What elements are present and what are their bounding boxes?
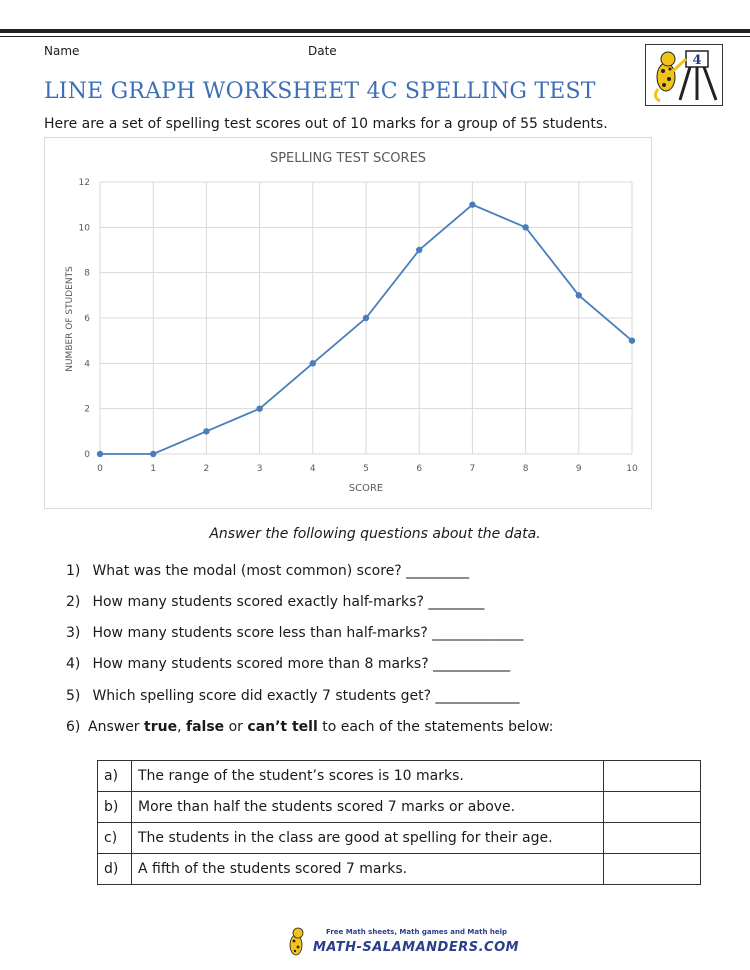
question-3 xyxy=(66,625,523,641)
question-1 xyxy=(66,563,469,579)
y-tick-label: 10 xyxy=(78,223,90,234)
salamander-logo xyxy=(645,44,723,106)
question-text: What was the modal (most common) score? _________ xyxy=(92,563,470,579)
table-row xyxy=(98,823,701,854)
table-row xyxy=(98,792,701,823)
y-tick-label: 6 xyxy=(84,314,90,324)
statement-text: A fifth of the students scored 7 marks. xyxy=(132,854,604,885)
question-number: 1) xyxy=(66,563,81,579)
worksheet-title: LINE GRAPH WORKSHEET 4C SPELLING TEST xyxy=(44,79,596,104)
question-6 xyxy=(66,719,554,735)
question-number: 5) xyxy=(66,688,81,704)
data-point xyxy=(256,405,262,411)
x-tick-label: 8 xyxy=(522,464,529,474)
y-tick-label: 2 xyxy=(84,404,90,415)
statement-text: More than half the students scored 7 marks or above. xyxy=(132,792,604,823)
data-point xyxy=(522,224,528,230)
line-chart xyxy=(44,137,652,509)
question-text-pre: Answer xyxy=(88,719,145,735)
question-number: 6) xyxy=(66,719,81,735)
footer-site-link[interactable]: MATH-SALAMANDERS.COM xyxy=(313,940,520,955)
data-point xyxy=(469,201,475,207)
statement-letter: d) xyxy=(98,854,132,885)
question-2 xyxy=(66,594,484,610)
question-text: How many students scored more than 8 marks? ___________ xyxy=(92,656,511,672)
data-point xyxy=(310,360,316,366)
name-label: Name xyxy=(44,44,80,58)
y-tick-label: 0 xyxy=(84,450,90,460)
question-text: Which spelling score did exactly 7 students get? ____________ xyxy=(92,688,520,704)
answer-cell[interactable] xyxy=(604,854,701,885)
question-4 xyxy=(66,656,510,672)
cant-tell-word: can’t tell xyxy=(247,719,318,735)
questions-intro: Answer the following questions about the data. xyxy=(209,526,541,542)
header-rule xyxy=(0,29,750,33)
statement-text: The students in the class are good at spelling for their age. xyxy=(132,823,604,854)
footer-tagline: Free Math sheets, Math games and Math help xyxy=(326,928,508,936)
data-point xyxy=(203,428,209,434)
data-point xyxy=(150,451,156,457)
statement-letter: c) xyxy=(98,823,132,854)
x-axis-label: SCORE xyxy=(348,483,384,494)
question-5 xyxy=(66,688,519,704)
x-tick-label: 6 xyxy=(416,464,423,474)
question-text-post: to each of the statements below: xyxy=(317,719,554,735)
data-point xyxy=(629,337,635,343)
answer-cell[interactable] xyxy=(604,823,701,854)
separator: , xyxy=(177,719,186,735)
footer-salamander-icon xyxy=(286,927,310,957)
y-tick-label: 8 xyxy=(84,268,90,279)
chart-title: SPELLING TEST SCORES xyxy=(269,151,427,166)
x-tick-label: 3 xyxy=(256,464,263,474)
question-number: 4) xyxy=(66,656,81,672)
answer-cell[interactable] xyxy=(604,792,701,823)
header-rule-thin xyxy=(0,36,750,37)
statement-text: The range of the student’s scores is 10 marks. xyxy=(132,761,604,792)
table-row xyxy=(98,761,701,792)
data-point xyxy=(363,315,369,321)
x-tick-label: 10 xyxy=(626,464,638,474)
question-text: How many students scored exactly half-marks? ________ xyxy=(92,594,485,610)
statement-letter: a) xyxy=(98,761,132,792)
question-text: How many students score less than half-marks? _____________ xyxy=(92,625,524,641)
y-tick-label: 12 xyxy=(78,178,90,188)
x-tick-label: 7 xyxy=(469,464,476,474)
chart-canvas xyxy=(45,138,651,508)
date-label: Date xyxy=(308,44,337,58)
separator: or xyxy=(224,719,248,735)
data-point xyxy=(97,451,103,457)
question-number: 3) xyxy=(66,625,81,641)
table-row xyxy=(98,854,701,885)
x-tick-label: 9 xyxy=(575,464,582,474)
data-point xyxy=(416,247,422,253)
true-word: true xyxy=(144,719,178,735)
x-tick-label: 5 xyxy=(363,464,369,474)
y-tick-label: 4 xyxy=(84,359,90,370)
answer-cell[interactable] xyxy=(604,761,701,792)
y-axis-label: NUMBER OF STUDENTS xyxy=(65,266,75,372)
false-word: false xyxy=(185,719,225,735)
data-point xyxy=(576,292,582,298)
statement-letter: b) xyxy=(98,792,132,823)
statements-table xyxy=(97,760,701,885)
x-tick-label: 2 xyxy=(203,464,210,474)
intro-text: Here are a set of spelling test scores out of 10 marks for a group of 55 students. xyxy=(44,116,608,132)
x-tick-label: 0 xyxy=(97,464,103,474)
logo-grade: 4 xyxy=(692,53,702,68)
question-number: 2) xyxy=(66,594,81,610)
x-tick-label: 4 xyxy=(309,464,316,474)
x-tick-label: 1 xyxy=(150,464,157,474)
